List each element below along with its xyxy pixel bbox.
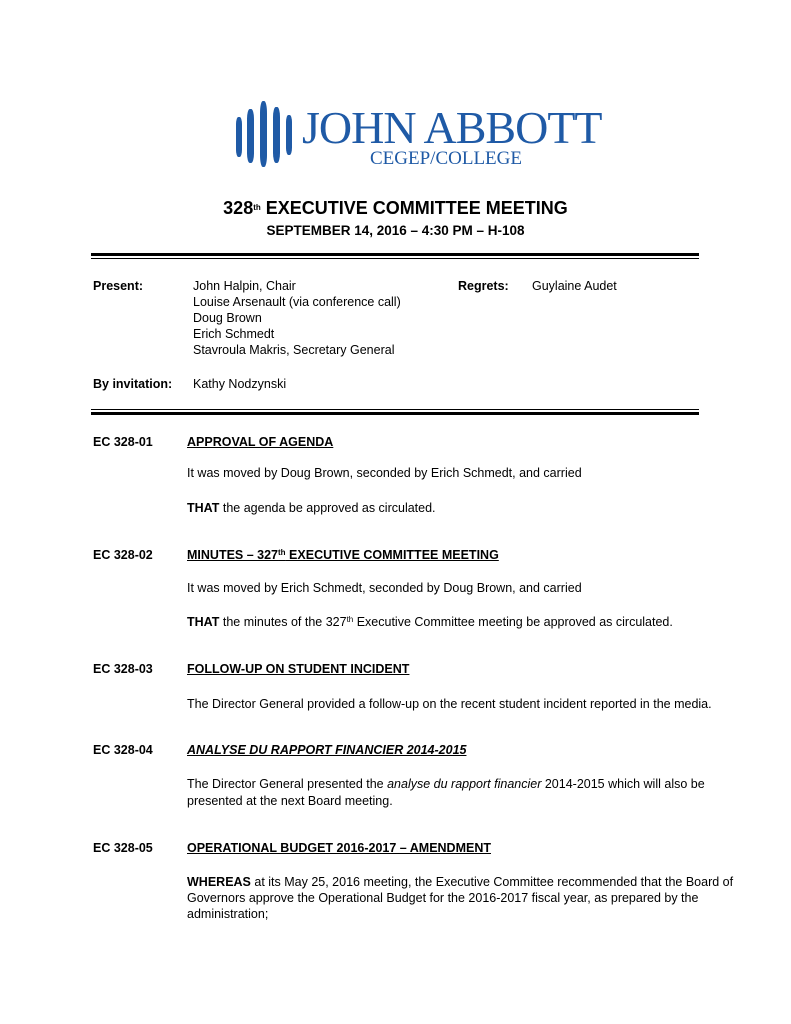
resolution-sup: th	[346, 615, 354, 624]
title-suffix: th	[253, 203, 261, 212]
college-logo	[230, 95, 602, 175]
that-keyword: THAT	[187, 615, 220, 629]
present-label: Present:	[93, 279, 144, 293]
item-code: EC 328-02	[93, 548, 153, 562]
item-resolution	[187, 500, 436, 516]
item-code: EC 328-01	[93, 435, 153, 449]
present-member: Stavroula Makris, Secretary General	[193, 343, 395, 357]
item-resolution	[187, 614, 673, 630]
item-text-part: 2014-2015 which will also be	[541, 777, 705, 791]
divider-middle	[91, 412, 699, 415]
item-text-part: at its May 25, 2016 meeting, the Executive Committee recommended that the Board of	[250, 875, 734, 889]
item-text	[187, 776, 705, 792]
invitation-value: Kathy Nodzynski	[193, 377, 287, 391]
item-title: APPROVAL OF AGENDA	[187, 435, 334, 449]
item-code: EC 328-04	[93, 743, 153, 757]
item-title: ANALYSE DU RAPPORT FINANCIER 2014-2015	[187, 743, 467, 757]
item-text: The Director General provided a follow-up on the recent student incident reported in the media.	[187, 697, 712, 711]
item-code: EC 328-03	[93, 662, 153, 676]
present-list	[193, 278, 401, 358]
item-text: administration;	[187, 907, 269, 921]
title-number: 328	[223, 198, 254, 218]
item-text-part: The Director General presented the	[187, 777, 388, 791]
page-title	[0, 197, 791, 219]
resolution-text: the agenda be approved as circulated.	[219, 501, 436, 515]
regrets-value: Guylaine Audet	[532, 279, 617, 293]
logo-mark-icon	[230, 95, 300, 175]
present-member: Louise Arsenault (via conference call)	[193, 295, 401, 309]
that-keyword: THAT	[187, 501, 220, 515]
item-title-part: EXECUTIVE COMMITTEE MEETING	[285, 548, 499, 562]
page-subtitle: SEPTEMBER 14, 2016 – 4:30 PM – H-108	[266, 223, 525, 238]
logo-subtitle: CEGEP/COLLEGE	[370, 148, 522, 169]
resolution-text: the minutes of the 327	[219, 615, 347, 629]
item-title	[187, 547, 499, 563]
divider-middle-thin	[91, 409, 699, 410]
item-title-part: MINUTES – 327	[187, 548, 279, 562]
item-title: OPERATIONAL BUDGET 2016-2017 – AMENDMENT	[187, 841, 491, 855]
item-text	[187, 874, 733, 890]
item-code: EC 328-05	[93, 841, 153, 855]
item-title-sup: th	[278, 548, 286, 557]
present-member: John Halpin, Chair	[193, 279, 296, 293]
item-text: presented at the next Board meeting.	[187, 794, 393, 808]
item-title: FOLLOW-UP ON STUDENT INCIDENT	[187, 662, 410, 676]
item-text: Governors approve the Operational Budget for the 2016-2017 fiscal year, as prepared by the	[187, 891, 699, 905]
present-member: Erich Schmedt	[193, 327, 275, 341]
regrets-label: Regrets:	[458, 279, 509, 293]
title-rest: EXECUTIVE COMMITTEE MEETING	[260, 198, 568, 218]
item-text: It was moved by Erich Schmedt, seconded by Doug Brown, and carried	[187, 581, 582, 595]
divider-top	[91, 253, 699, 256]
logo-name: JOHN ABBOTT	[302, 102, 602, 153]
resolution-text: Executive Committee meeting be approved as circulated.	[353, 615, 673, 629]
item-text: It was moved by Doug Brown, seconded by Erich Schmedt, and carried	[187, 466, 582, 480]
item-text-italic: analyse du rapport financier	[387, 777, 542, 791]
whereas-keyword: WHEREAS	[187, 875, 251, 889]
invitation-label: By invitation:	[93, 377, 173, 391]
divider-top-thin	[91, 258, 699, 259]
present-member: Doug Brown	[193, 311, 262, 325]
